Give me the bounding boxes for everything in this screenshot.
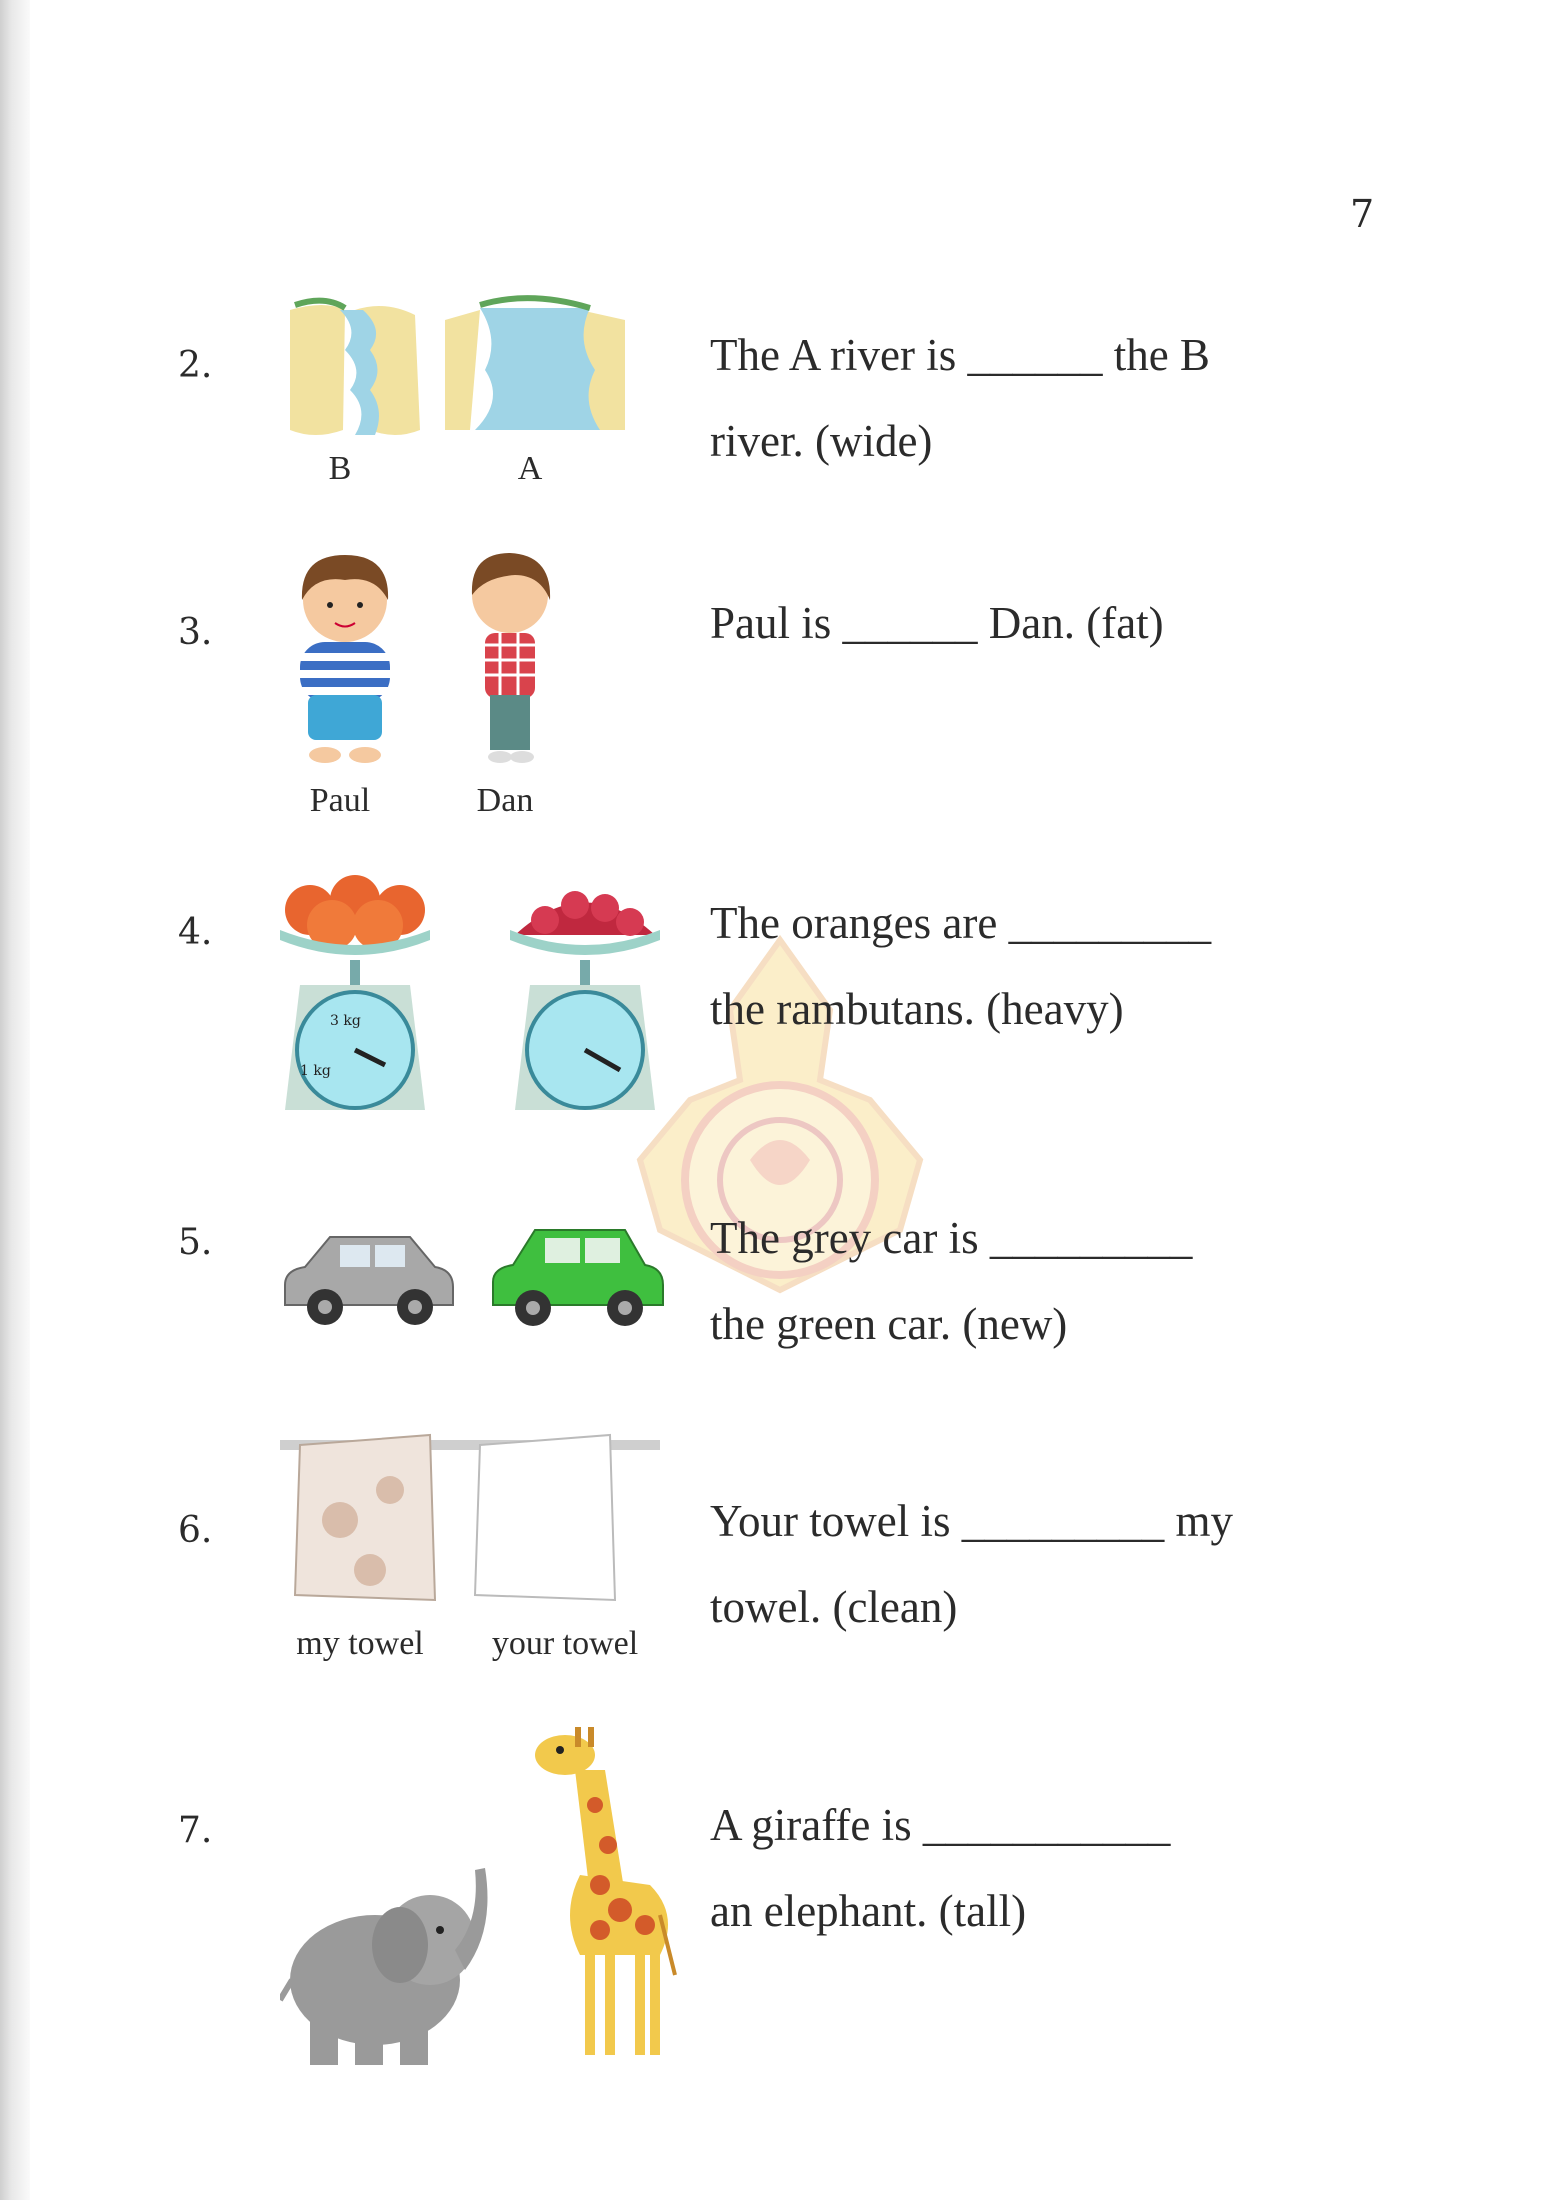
sentence-line-1: Your towel is _________ my <box>710 1496 1233 1546</box>
rambutan-scale-illustration <box>500 870 670 1125</box>
sentence-line-2: the rambutans. (heavy) <box>710 984 1124 1034</box>
exercise-sentence <box>710 312 1380 484</box>
exercise-number: 2. <box>178 345 213 386</box>
exercise-number: 6. <box>178 1510 213 1551</box>
dan-boy-illustration <box>460 545 560 770</box>
sentence-line-2: towel. (clean) <box>710 1582 958 1632</box>
sentence-line-1: The grey car is _________ <box>710 1213 1193 1263</box>
exercise-sentence <box>710 880 1380 1052</box>
sentence-line-2: an elephant. (tall) <box>710 1886 1027 1936</box>
green-car-illustration <box>485 1220 670 1335</box>
dan-caption: Dan <box>476 782 534 819</box>
exercise-number: 5. <box>178 1222 213 1263</box>
grey-car-illustration <box>275 1225 460 1335</box>
river-b-caption: B <box>328 450 352 487</box>
sentence-line-1: The oranges are _________ <box>710 898 1212 948</box>
exercise-sentence <box>710 1195 1380 1367</box>
page-number: 7 <box>1350 192 1375 236</box>
paul-caption: Paul <box>309 782 371 819</box>
exercise-sentence <box>710 1782 1380 1954</box>
paul-boy-illustration <box>280 545 410 770</box>
book-spine-shadow <box>0 0 30 2200</box>
sentence-line-2: river. (wide) <box>710 416 933 466</box>
sentence-line-1: The A river is ______ the B <box>710 330 1210 380</box>
river-a-illustration <box>440 290 630 440</box>
scale-label-1kg: 1 kg <box>300 1063 331 1079</box>
sentence-line-1: Paul is ______ Dan. (fat) <box>710 598 1164 648</box>
exercise-sentence <box>710 1478 1380 1650</box>
exercise-sentence <box>710 580 1380 666</box>
river-b-illustration <box>285 290 425 440</box>
towels-on-rail-illustration <box>280 1430 660 1610</box>
exercise-number: 3. <box>178 612 213 653</box>
elephant-illustration <box>280 1860 500 2070</box>
orange-scale-illustration <box>270 870 440 1125</box>
scale-label-3kg: 3 kg <box>330 1013 361 1029</box>
sentence-line-1: A giraffe is ___________ <box>710 1800 1171 1850</box>
exercise-number: 4. <box>178 912 213 953</box>
sentence-line-2: the green car. (new) <box>710 1299 1068 1349</box>
exercise-number: 7. <box>178 1810 213 1851</box>
your-towel-caption: your towel <box>491 1625 639 1662</box>
giraffe-illustration <box>520 1715 680 2065</box>
my-towel-caption: my towel <box>296 1625 424 1662</box>
river-a-caption: A <box>517 450 543 487</box>
